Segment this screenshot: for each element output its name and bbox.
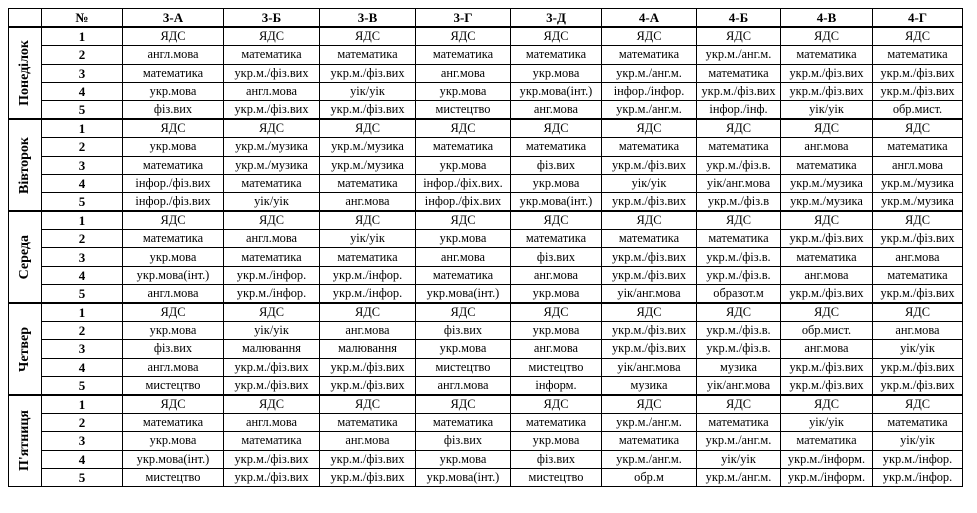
subject-cell: фіз.вих xyxy=(511,450,602,468)
subject-cell: англ.мова xyxy=(123,46,224,64)
subject-cell: уік/уік xyxy=(602,174,697,192)
lesson-row xyxy=(9,27,963,46)
lesson-number: 3 xyxy=(42,248,123,266)
subject-cell: англ.мова xyxy=(123,358,224,376)
subject-cell: укр.мова xyxy=(511,322,602,340)
lesson-number: 1 xyxy=(42,27,123,46)
subject-cell: ЯДС xyxy=(511,119,602,138)
subject-cell: ЯДС xyxy=(511,211,602,230)
subject-cell: ЯДС xyxy=(320,211,416,230)
subject-cell: ЯДС xyxy=(416,119,511,138)
subject-cell: укр.м./фіз.вих xyxy=(320,450,416,468)
subject-cell: укр.м./фіз.в. xyxy=(697,340,781,358)
subject-cell: укр.мова(інт.) xyxy=(123,266,224,284)
subject-cell: математика xyxy=(697,64,781,82)
class-header: 4-Г xyxy=(873,9,963,28)
subject-cell: укр.м./анг.м. xyxy=(602,414,697,432)
subject-cell: укр.м./музика xyxy=(873,174,963,192)
subject-cell: обр.мист. xyxy=(873,100,963,119)
lesson-row xyxy=(9,376,963,395)
subject-cell: анг.мова xyxy=(781,266,873,284)
subject-cell: уік/анг.мова xyxy=(602,358,697,376)
lesson-number: 2 xyxy=(42,230,123,248)
subject-cell: фіз.вих xyxy=(416,432,511,450)
subject-cell: математика xyxy=(416,138,511,156)
lesson-number: 1 xyxy=(42,211,123,230)
lesson-row xyxy=(9,138,963,156)
lesson-row xyxy=(9,358,963,376)
day-label-cell xyxy=(9,119,42,211)
subject-cell: укр.м./фіз.вих xyxy=(602,322,697,340)
class-header: 3-Б xyxy=(224,9,320,28)
subject-cell: математика xyxy=(224,432,320,450)
subject-cell: математика xyxy=(781,46,873,64)
subject-cell: укр.м./фіз.вих xyxy=(781,230,873,248)
subject-cell: математика xyxy=(123,64,224,82)
lesson-number: 3 xyxy=(42,340,123,358)
subject-cell: укр.м./анг.м. xyxy=(602,450,697,468)
class-header: 3-Д xyxy=(511,9,602,28)
lesson-number: 5 xyxy=(42,376,123,395)
subject-cell: математика xyxy=(602,46,697,64)
lesson-row xyxy=(9,174,963,192)
subject-cell: укр.мова(інт.) xyxy=(416,468,511,486)
subject-cell: ЯДС xyxy=(123,119,224,138)
subject-cell: укр.м./фіз.вих xyxy=(873,284,963,303)
lesson-row xyxy=(9,340,963,358)
subject-cell: укр.м./музика xyxy=(781,192,873,211)
subject-cell: інфор./фіх.вих. xyxy=(416,174,511,192)
subject-cell: математика xyxy=(697,230,781,248)
subject-cell: ЯДС xyxy=(123,27,224,46)
day-label-cell xyxy=(9,211,42,303)
subject-cell: укр.м./анг.м. xyxy=(697,468,781,486)
subject-cell: анг.мова xyxy=(511,100,602,119)
subject-cell: математика xyxy=(224,46,320,64)
subject-cell: укр.м./фіз.вих xyxy=(320,64,416,82)
subject-cell: ЯДС xyxy=(697,27,781,46)
subject-cell: анг.мова xyxy=(320,192,416,211)
subject-cell: уік/уік xyxy=(224,192,320,211)
subject-cell: ЯДС xyxy=(511,27,602,46)
subject-cell: ЯДС xyxy=(416,27,511,46)
lesson-row xyxy=(9,211,963,230)
subject-cell: укр.м./фіз.вих xyxy=(697,82,781,100)
day-label-cell xyxy=(9,303,42,395)
subject-cell: інформ. xyxy=(511,376,602,395)
subject-cell: уік/анг.мова xyxy=(697,376,781,395)
subject-cell: ЯДС xyxy=(511,303,602,322)
day-name: Понеділок xyxy=(17,40,32,107)
subject-cell: уік/уік xyxy=(873,432,963,450)
subject-cell: математика xyxy=(416,266,511,284)
subject-cell: укр.м./інфор. xyxy=(224,266,320,284)
subject-cell: уік/анг.мова xyxy=(602,284,697,303)
subject-cell: ЯДС xyxy=(873,211,963,230)
subject-cell: укр.м./фіз.вих xyxy=(602,156,697,174)
subject-cell: укр.м./фіз.вих xyxy=(873,64,963,82)
subject-cell: математика xyxy=(697,138,781,156)
subject-cell: анг.мова xyxy=(511,266,602,284)
subject-cell: математика xyxy=(873,138,963,156)
class-header: 3-Г xyxy=(416,9,511,28)
day-name: Вівторок xyxy=(17,136,32,194)
lesson-number: 5 xyxy=(42,468,123,486)
subject-cell: музика xyxy=(697,358,781,376)
subject-cell: укр.м./анг.м. xyxy=(602,100,697,119)
subject-cell: математика xyxy=(873,266,963,284)
subject-cell: математика xyxy=(781,156,873,174)
lesson-number: 3 xyxy=(42,156,123,174)
subject-cell: математика xyxy=(123,230,224,248)
subject-cell: мистецтво xyxy=(123,468,224,486)
subject-cell: математика xyxy=(873,414,963,432)
subject-cell: мистецтво xyxy=(416,358,511,376)
subject-cell: музика xyxy=(602,376,697,395)
lesson-number: 4 xyxy=(42,82,123,100)
subject-cell: укр.мова xyxy=(123,248,224,266)
subject-cell: інфор./фіх.вих xyxy=(416,192,511,211)
corner-cell xyxy=(9,9,42,28)
subject-cell: математика xyxy=(511,414,602,432)
subject-cell: ЯДС xyxy=(873,119,963,138)
lesson-row xyxy=(9,119,963,138)
subject-cell: анг.мова xyxy=(416,248,511,266)
subject-cell: укр.м./фіз.в. xyxy=(697,266,781,284)
subject-cell: укр.м./фіз.вих xyxy=(320,468,416,486)
subject-cell: ЯДС xyxy=(320,119,416,138)
subject-cell: ЯДС xyxy=(416,303,511,322)
subject-cell: укр.мова(інт.) xyxy=(416,284,511,303)
lesson-number: 4 xyxy=(42,266,123,284)
subject-cell: ЯДС xyxy=(224,211,320,230)
subject-cell: ЯДС xyxy=(224,303,320,322)
class-header: 4-Б xyxy=(697,9,781,28)
subject-cell: інфор./фіз.вих xyxy=(123,192,224,211)
subject-cell: укр.м./фіз.в. xyxy=(697,156,781,174)
subject-cell: укр.м./фіз.в. xyxy=(697,248,781,266)
subject-cell: фіз.вих xyxy=(511,248,602,266)
subject-cell: математика xyxy=(123,156,224,174)
subject-cell: укр.мова xyxy=(416,340,511,358)
subject-cell: укр.м./фіз.вих xyxy=(873,230,963,248)
subject-cell: укр.мова xyxy=(416,450,511,468)
lesson-row xyxy=(9,156,963,174)
subject-cell: укр.м./інфор. xyxy=(224,284,320,303)
subject-cell: математика xyxy=(511,46,602,64)
lesson-number: 2 xyxy=(42,46,123,64)
header-row xyxy=(9,9,963,28)
lesson-number: 2 xyxy=(42,414,123,432)
subject-cell: укр.мова xyxy=(416,82,511,100)
subject-cell: мистецтво xyxy=(511,468,602,486)
subject-cell: ЯДС xyxy=(602,119,697,138)
subject-cell: ЯДС xyxy=(781,395,873,414)
subject-cell: математика xyxy=(511,138,602,156)
lesson-number: 4 xyxy=(42,358,123,376)
day-name: Четвер xyxy=(17,326,32,372)
lesson-row xyxy=(9,248,963,266)
subject-cell: укр.мова(інт.) xyxy=(123,450,224,468)
schedule-body xyxy=(9,27,963,486)
subject-cell: ЯДС xyxy=(781,211,873,230)
subject-cell: укр.м./фіз.вих xyxy=(224,64,320,82)
subject-cell: укр.м./музика xyxy=(224,156,320,174)
subject-cell: образот.м xyxy=(697,284,781,303)
subject-cell: уік/анг.мова xyxy=(697,174,781,192)
subject-cell: уік/уік xyxy=(697,450,781,468)
subject-cell: мистецтво xyxy=(123,376,224,395)
subject-cell: фіз.вих xyxy=(416,322,511,340)
subject-cell: ЯДС xyxy=(602,211,697,230)
subject-cell: ЯДС xyxy=(781,303,873,322)
subject-cell: анг.мова xyxy=(511,340,602,358)
subject-cell: англ.мова xyxy=(416,376,511,395)
subject-cell: ЯДС xyxy=(416,211,511,230)
lesson-number: 4 xyxy=(42,450,123,468)
subject-cell: ЯДС xyxy=(781,27,873,46)
lesson-number-header: № xyxy=(42,9,123,28)
subject-cell: ЯДС xyxy=(697,211,781,230)
subject-cell: англ.мова xyxy=(224,230,320,248)
subject-cell: ЯДС xyxy=(123,395,224,414)
subject-cell: фіз.вих xyxy=(123,100,224,119)
lesson-row xyxy=(9,46,963,64)
subject-cell: укр.мова xyxy=(123,432,224,450)
subject-cell: укр.м./інфор. xyxy=(320,266,416,284)
subject-cell: укр.м./фіз.вих xyxy=(602,248,697,266)
class-header: 3-А xyxy=(123,9,224,28)
subject-cell: укр.м./фіз.вих xyxy=(873,82,963,100)
subject-cell: укр.м./фіз.вих xyxy=(224,450,320,468)
subject-cell: математика xyxy=(224,248,320,266)
subject-cell: ЯДС xyxy=(602,303,697,322)
subject-cell: укр.м./фіз.в. xyxy=(697,322,781,340)
subject-cell: анг.мова xyxy=(781,138,873,156)
subject-cell: укр.м./фіз.вих xyxy=(781,82,873,100)
subject-cell: математика xyxy=(873,46,963,64)
lesson-number: 5 xyxy=(42,284,123,303)
subject-cell: інфор./інфор. xyxy=(602,82,697,100)
subject-cell: анг.мова xyxy=(320,322,416,340)
subject-cell: уік/уік xyxy=(873,340,963,358)
lesson-number: 2 xyxy=(42,138,123,156)
subject-cell: укр.м./анг.м. xyxy=(602,64,697,82)
subject-cell: математика xyxy=(320,174,416,192)
lesson-number: 3 xyxy=(42,432,123,450)
subject-cell: ЯДС xyxy=(123,303,224,322)
subject-cell: математика xyxy=(511,230,602,248)
subject-cell: інфор./інф. xyxy=(697,100,781,119)
subject-cell: укр.м./фіз.вих xyxy=(873,376,963,395)
subject-cell: укр.м./інформ. xyxy=(781,450,873,468)
subject-cell: ЯДС xyxy=(697,395,781,414)
subject-cell: ЯДС xyxy=(224,119,320,138)
subject-cell: укр.м./музика xyxy=(320,156,416,174)
lesson-row xyxy=(9,100,963,119)
subject-cell: укр.м./фіз.вих xyxy=(602,192,697,211)
subject-cell: укр.мова xyxy=(123,322,224,340)
lesson-number: 5 xyxy=(42,100,123,119)
subject-cell: укр.мова(інт.) xyxy=(511,192,602,211)
subject-cell: укр.м./фіз.вих xyxy=(602,266,697,284)
subject-cell: укр.мова xyxy=(511,64,602,82)
day-label-cell xyxy=(9,27,42,119)
subject-cell: ЯДС xyxy=(320,27,416,46)
subject-cell: математика xyxy=(224,174,320,192)
subject-cell: малювання xyxy=(224,340,320,358)
subject-cell: ЯДС xyxy=(873,303,963,322)
subject-cell: ЯДС xyxy=(320,395,416,414)
subject-cell: математика xyxy=(781,248,873,266)
subject-cell: ЯДС xyxy=(873,27,963,46)
lesson-row xyxy=(9,414,963,432)
subject-cell: укр.мова xyxy=(511,174,602,192)
lesson-row xyxy=(9,64,963,82)
lesson-number: 1 xyxy=(42,303,123,322)
lesson-row xyxy=(9,266,963,284)
lesson-row xyxy=(9,432,963,450)
subject-cell: математика xyxy=(123,414,224,432)
subject-cell: укр.м./інфор. xyxy=(873,468,963,486)
subject-cell: малювання xyxy=(320,340,416,358)
subject-cell: укр.м./фіз.вих xyxy=(224,376,320,395)
subject-cell: укр.м./фіз.вих xyxy=(781,376,873,395)
day-name: П'ятниця xyxy=(17,410,32,472)
subject-cell: ЯДС xyxy=(511,395,602,414)
subject-cell: укр.м./фіз.вих xyxy=(224,100,320,119)
subject-cell: англ.мова xyxy=(224,82,320,100)
subject-cell: уік/уік xyxy=(224,322,320,340)
lesson-number: 3 xyxy=(42,64,123,82)
subject-cell: ЯДС xyxy=(123,211,224,230)
subject-cell: укр.м./фіз.вих xyxy=(224,358,320,376)
subject-cell: ЯДС xyxy=(781,119,873,138)
subject-cell: математика xyxy=(416,414,511,432)
class-header: 3-В xyxy=(320,9,416,28)
lesson-number: 1 xyxy=(42,119,123,138)
subject-cell: інфор./фіз.вих xyxy=(123,174,224,192)
subject-cell: укр.мова xyxy=(123,82,224,100)
lesson-row xyxy=(9,192,963,211)
subject-cell: укр.м./фіз.вих xyxy=(873,358,963,376)
subject-cell: укр.м./фіз.вих xyxy=(781,358,873,376)
subject-cell: математика xyxy=(781,432,873,450)
subject-cell: укр.м./фіз.вих xyxy=(602,340,697,358)
subject-cell: укр.мова xyxy=(511,432,602,450)
subject-cell: ЯДС xyxy=(224,395,320,414)
subject-cell: анг.мова xyxy=(873,322,963,340)
subject-cell: укр.мова xyxy=(511,284,602,303)
subject-cell: математика xyxy=(602,138,697,156)
subject-cell: укр.м./музика xyxy=(320,138,416,156)
subject-cell: ЯДС xyxy=(697,119,781,138)
subject-cell: математика xyxy=(416,46,511,64)
subject-cell: обр.м xyxy=(602,468,697,486)
subject-cell: укр.м./інфор. xyxy=(873,450,963,468)
subject-cell: ЯДС xyxy=(602,395,697,414)
subject-cell: укр.м./музика xyxy=(873,192,963,211)
subject-cell: ЯДС xyxy=(416,395,511,414)
subject-cell: математика xyxy=(602,230,697,248)
subject-cell: укр.м./музика xyxy=(224,138,320,156)
subject-cell: ЯДС xyxy=(224,27,320,46)
lesson-row xyxy=(9,82,963,100)
subject-cell: математика xyxy=(697,414,781,432)
class-header: 4-А xyxy=(602,9,697,28)
subject-cell: математика xyxy=(320,46,416,64)
subject-cell: математика xyxy=(320,414,416,432)
subject-cell: уік/уік xyxy=(320,230,416,248)
subject-cell: математика xyxy=(320,248,416,266)
subject-cell: укр.м./фіз.вих xyxy=(781,64,873,82)
subject-cell: укр.м./анг.м. xyxy=(697,46,781,64)
lesson-number: 1 xyxy=(42,395,123,414)
lesson-row xyxy=(9,303,963,322)
subject-cell: анг.мова xyxy=(416,64,511,82)
subject-cell: анг.мова xyxy=(320,432,416,450)
lesson-row xyxy=(9,230,963,248)
day-name: Середа xyxy=(17,234,32,280)
class-header: 4-В xyxy=(781,9,873,28)
schedule-table xyxy=(8,8,963,487)
subject-cell: ЯДС xyxy=(697,303,781,322)
subject-cell: укр.м./фіз.вих xyxy=(224,468,320,486)
subject-cell: ЯДС xyxy=(602,27,697,46)
day-label-cell xyxy=(9,395,42,486)
subject-cell: укр.мова(інт.) xyxy=(511,82,602,100)
subject-cell: укр.м./фіз.вих xyxy=(320,376,416,395)
subject-cell: уік/уік xyxy=(320,82,416,100)
subject-cell: анг.мова xyxy=(873,248,963,266)
subject-cell: ЯДС xyxy=(320,303,416,322)
subject-cell: фіз.вих xyxy=(511,156,602,174)
subject-cell: уік/уік xyxy=(781,100,873,119)
subject-cell: укр.мова xyxy=(123,138,224,156)
subject-cell: фіз.вих xyxy=(123,340,224,358)
subject-cell: ЯДС xyxy=(873,395,963,414)
lesson-row xyxy=(9,322,963,340)
subject-cell: математика xyxy=(602,432,697,450)
subject-cell: укр.м./фіз.вих xyxy=(781,284,873,303)
subject-cell: укр.м./музика xyxy=(781,174,873,192)
lesson-number: 2 xyxy=(42,322,123,340)
lesson-number: 4 xyxy=(42,174,123,192)
lesson-row xyxy=(9,395,963,414)
subject-cell: англ.мова xyxy=(123,284,224,303)
lesson-row xyxy=(9,450,963,468)
subject-cell: укр.м./фіз.в xyxy=(697,192,781,211)
subject-cell: укр.мова xyxy=(416,230,511,248)
lesson-row xyxy=(9,284,963,303)
subject-cell: укр.м./анг.м. xyxy=(697,432,781,450)
subject-cell: уік/уік xyxy=(781,414,873,432)
lesson-row xyxy=(9,468,963,486)
subject-cell: анг.мова xyxy=(781,340,873,358)
subject-cell: укр.мова xyxy=(416,156,511,174)
lesson-number: 5 xyxy=(42,192,123,211)
subject-cell: мистецтво xyxy=(416,100,511,119)
subject-cell: англ.мова xyxy=(224,414,320,432)
subject-cell: обр.мист. xyxy=(781,322,873,340)
subject-cell: укр.м./інформ. xyxy=(781,468,873,486)
subject-cell: укр.м./фіз.вих xyxy=(320,358,416,376)
subject-cell: англ.мова xyxy=(873,156,963,174)
subject-cell: укр.м./інфор. xyxy=(320,284,416,303)
subject-cell: мистецтво xyxy=(511,358,602,376)
subject-cell: укр.м./фіз.вих xyxy=(320,100,416,119)
